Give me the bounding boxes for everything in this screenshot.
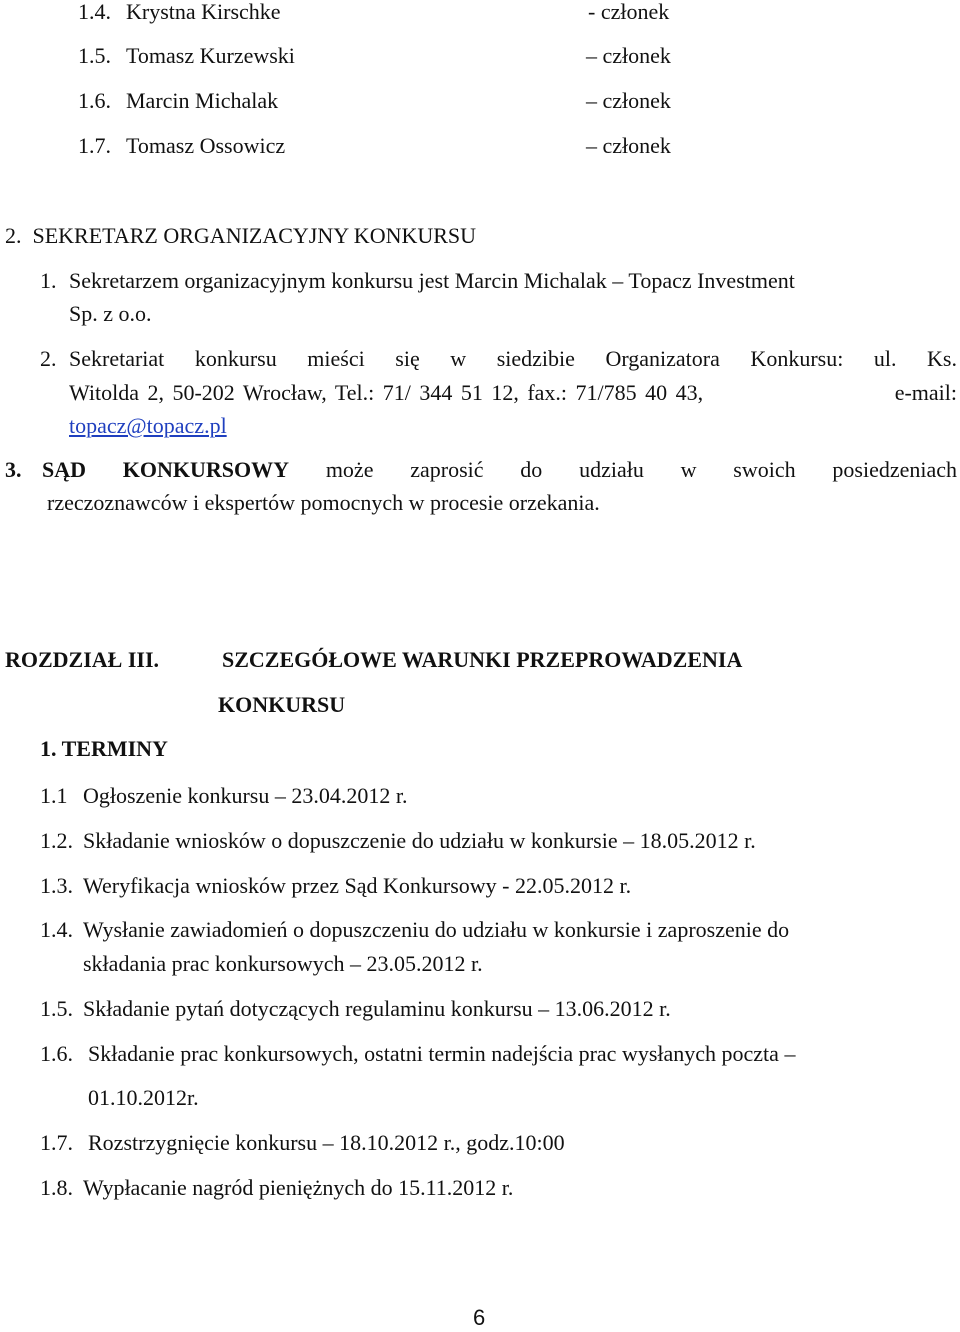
section-2-title: 2. SEKRETARZ ORGANIZACYJNY KONKURSU: [5, 223, 477, 248]
member-number: 1.6.: [78, 88, 111, 113]
term-item: [40, 1129, 565, 1157]
terms-title: 1. TERMINY: [40, 736, 168, 761]
item-number: 2.: [40, 346, 57, 371]
term-text: Wysłanie zawiadomień o dopuszczeniu do udziału w konkursie i zaproszenie do: [83, 917, 790, 942]
member-item: [78, 42, 295, 70]
section-2-item-1: [40, 267, 795, 295]
member-number: 1.4.: [78, 0, 111, 24]
term-number: 1.3.: [40, 873, 73, 898]
chapter-title-line2: KONKURSU: [218, 692, 346, 717]
member-item: [78, 87, 278, 115]
section-3-text: może zaprosić do udziału w swoich posiedzeniach: [325, 457, 958, 482]
member-name: Tomasz Kurzewski: [126, 43, 295, 68]
member-name: Marcin Michalak: [126, 88, 279, 113]
item-number: 1.: [40, 268, 57, 293]
term-text: Ogłoszenie konkursu – 23.04.2012 r.: [83, 783, 408, 808]
section-3-number: 3.: [5, 457, 22, 482]
email-row: [69, 412, 227, 440]
term-item: [40, 1040, 795, 1068]
item-text-line2-row: [69, 379, 957, 407]
term-text: Weryfikacja wniosków przez Sąd Konkursowy - 22.05.2012 r.: [83, 873, 632, 898]
member-item: [78, 132, 285, 160]
term-text-cont: składania prac konkursowych – 23.05.2012 r.: [83, 951, 483, 976]
item-text-line1: Sekretariat konkursu mieści się w siedzibie Organizatora Konkursu: ul. Ks.: [69, 346, 957, 371]
member-role: - członek: [588, 0, 670, 24]
term-item: [40, 1174, 513, 1202]
term-text: Rozstrzygnięcie konkursu – 18.10.2012 r., godz.10:00: [88, 1130, 565, 1155]
chapter-label: ROZDZIAŁ III.: [5, 647, 160, 672]
section-3-line1: [5, 456, 957, 484]
section-3-bold: SĄD KONKURSOWY: [42, 457, 290, 482]
item-text-line2: Sp. z o.o.: [69, 301, 152, 326]
section-3-line2: rzeczoznawców i ekspertów pomocnych w procesie orzekania.: [47, 490, 600, 515]
term-text: Składanie prac konkursowych, ostatni termin nadejścia prac wysłanych poczta –: [88, 1041, 796, 1066]
term-text-cont: 01.10.2012r.: [88, 1085, 199, 1110]
member-role: – członek: [586, 43, 671, 68]
email-link[interactable]: topacz@topacz.pl: [69, 413, 227, 438]
term-item: [40, 916, 789, 944]
member-role: – członek: [586, 88, 671, 113]
term-item: [40, 872, 631, 900]
term-text: Składanie pytań dotyczących regulaminu konkursu – 13.06.2012 r.: [83, 996, 671, 1021]
term-item: [40, 782, 407, 810]
item-text-line2: Witolda 2, 50-202 Wrocław, Tel.: 71/ 344 51 12, fax.: 71/785 40 43,: [69, 380, 704, 405]
term-number: 1.6.: [40, 1041, 73, 1066]
member-name: Krystna Kirschke: [126, 0, 281, 24]
term-number: 1.5.: [40, 996, 73, 1021]
term-item: [40, 827, 756, 855]
section-3: [5, 456, 957, 484]
term-number: 1.1: [40, 783, 68, 808]
member-number: 1.7.: [78, 133, 111, 158]
term-number: 1.2.: [40, 828, 73, 853]
member-item: [78, 0, 281, 26]
term-text: Składanie wniosków o dopuszczenie do udziału w konkursie – 18.05.2012 r.: [83, 828, 756, 853]
term-text: Wypłacanie nagród pieniężnych do 15.11.2012 r.: [83, 1175, 514, 1200]
term-item: [40, 995, 671, 1023]
member-number: 1.5.: [78, 43, 111, 68]
item-text-line1: Sekretarzem organizacyjnym konkursu jest Marcin Michalak – Topacz Investment: [69, 268, 795, 293]
term-number: 1.7.: [40, 1130, 73, 1155]
chapter-title-line1: SZCZEGÓŁOWE WARUNKI PRZEPROWADZENIA: [222, 647, 743, 672]
section-2-item-2: [40, 345, 69, 373]
member-role: – członek: [586, 133, 671, 158]
term-number: 1.8.: [40, 1175, 73, 1200]
page-number: 6: [473, 1305, 486, 1330]
email-label: e-mail:: [894, 380, 957, 405]
term-number: 1.4.: [40, 917, 73, 942]
member-name: Tomasz Ossowicz: [126, 133, 286, 158]
